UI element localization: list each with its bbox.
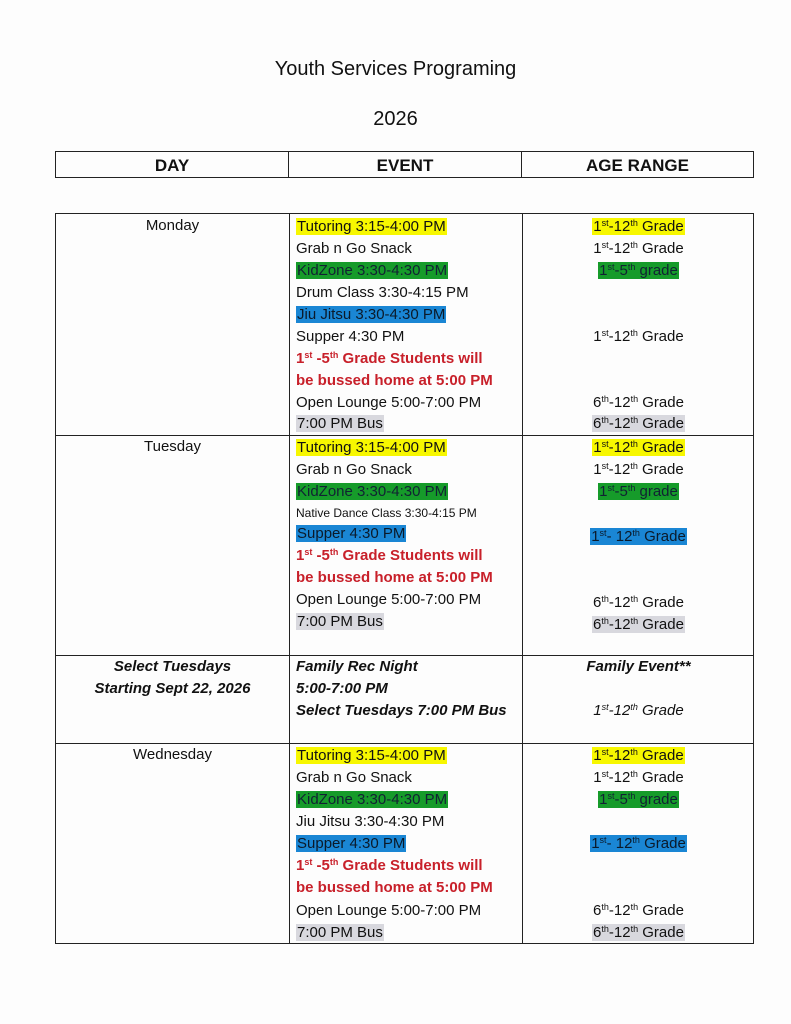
event-label: KidZone 3:30-4:30 PM <box>297 483 448 500</box>
row-divider <box>56 655 753 656</box>
bussed-notice: 1st -5th Grade Students will <box>296 350 483 367</box>
age-range: 6th-12th Grade <box>593 415 684 432</box>
event-label: Tutoring 3:15-4:00 PM <box>297 439 446 456</box>
header-day: DAY <box>56 152 289 177</box>
event-family-bus: Select Tuesdays 7:00 PM Bus <box>296 702 507 719</box>
age-range: 1st-12th Grade <box>593 218 684 235</box>
page-year: 2026 <box>373 108 418 130</box>
event-label: KidZone 3:30-4:30 PM <box>297 262 448 279</box>
event-family-time: 5:00-7:00 PM <box>296 680 388 697</box>
age-range: 1st-5th grade <box>599 262 678 279</box>
header-age-range: AGE RANGE <box>586 156 689 175</box>
event-supper <box>296 524 406 544</box>
event-label: Supper 4:30 PM <box>297 835 406 852</box>
event-open-lounge: Open Lounge 5:00-7:00 PM <box>296 591 482 608</box>
schedule-table <box>55 213 754 944</box>
age-range: 1st-12th Grade <box>593 769 684 786</box>
day-select-start: Starting Sept 22, 2026 <box>94 680 251 697</box>
age-range: 1st-12th Grade <box>593 240 684 257</box>
age-range: 1st- 12th Grade <box>591 835 686 852</box>
event-tutoring <box>296 217 447 237</box>
bussed-notice-line2: be bussed home at 5:00 PM <box>296 372 493 389</box>
event-kidzone <box>296 261 448 281</box>
event-open-lounge: Open Lounge 5:00-7:00 PM <box>296 394 482 411</box>
bussed-notice-line2: be bussed home at 5:00 PM <box>296 879 493 896</box>
event-native-dance: Native Dance Class 3:30-4:15 PM <box>296 506 477 520</box>
bussed-notice: 1st -5th Grade Students will <box>296 857 483 874</box>
event-bus <box>296 612 384 632</box>
event-jiu-jitsu <box>296 305 446 325</box>
event-snack: Grab n Go Snack <box>296 769 412 786</box>
bussed-notice-line2: be bussed home at 5:00 PM <box>296 569 493 586</box>
event-snack: Grab n Go Snack <box>296 461 412 478</box>
age-range: 1st-12th Grade <box>593 747 684 764</box>
day-select-tuesdays: Select Tuesdays <box>113 658 232 675</box>
age-range: 6th-12th Grade <box>593 594 684 611</box>
day-wednesday: Wednesday <box>133 746 212 763</box>
page-title: Youth Services Programing <box>274 58 517 80</box>
age-range: 1st-12th Grade <box>593 461 684 478</box>
event-kidzone <box>296 790 448 810</box>
event-label: Supper 4:30 PM <box>297 525 406 542</box>
bussed-notice: 1st -5th Grade Students will <box>296 547 483 564</box>
age-range: 6th-12th Grade <box>593 616 684 633</box>
row-divider <box>56 435 753 436</box>
age-range: 1st-12th Grade <box>593 702 684 719</box>
event-label: Tutoring 3:15-4:00 PM <box>297 218 446 235</box>
event-label: Jiu Jitsu 3:30-4:30 PM <box>297 306 446 323</box>
event-label: 7:00 PM Bus <box>297 415 383 432</box>
header-event: EVENT <box>289 152 522 177</box>
age-range: 1st- 12th Grade <box>591 528 686 545</box>
row-divider <box>56 743 753 744</box>
event-bus <box>296 414 384 434</box>
event-tutoring <box>296 438 447 458</box>
event-snack: Grab n Go Snack <box>296 240 412 257</box>
event-label: 7:00 PM Bus <box>297 613 383 630</box>
event-family-rec-night: Family Rec Night <box>296 658 418 675</box>
event-tutoring <box>296 746 447 766</box>
age-range: 6th-12th Grade <box>593 902 684 919</box>
age-family-event: Family Event** <box>586 658 691 675</box>
day-tuesday: Tuesday <box>144 438 201 455</box>
event-open-lounge: Open Lounge 5:00-7:00 PM <box>296 902 482 919</box>
age-range: 1st-5th grade <box>599 483 678 500</box>
event-supper <box>296 834 406 854</box>
age-range: 1st-5th grade <box>599 791 678 808</box>
event-label: Tutoring 3:15-4:00 PM <box>297 747 446 764</box>
event-kidzone <box>296 482 448 502</box>
event-drum-class: Drum Class 3:30-4:15 PM <box>296 284 469 301</box>
day-monday: Monday <box>145 217 200 234</box>
age-range: 6th-12th Grade <box>593 394 684 411</box>
column-divider <box>289 214 290 943</box>
event-label: KidZone 3:30-4:30 PM <box>297 791 448 808</box>
event-jiu-jitsu: Jiu Jitsu 3:30-4:30 PM <box>296 813 445 830</box>
event-bus <box>296 923 384 943</box>
age-range: 1st-12th Grade <box>593 439 684 456</box>
table-header <box>55 151 754 178</box>
event-supper: Supper 4:30 PM <box>296 328 405 345</box>
age-range: 1st-12th Grade <box>593 328 684 345</box>
age-range: 6th-12th Grade <box>593 924 684 941</box>
event-label: 7:00 PM Bus <box>297 924 383 941</box>
